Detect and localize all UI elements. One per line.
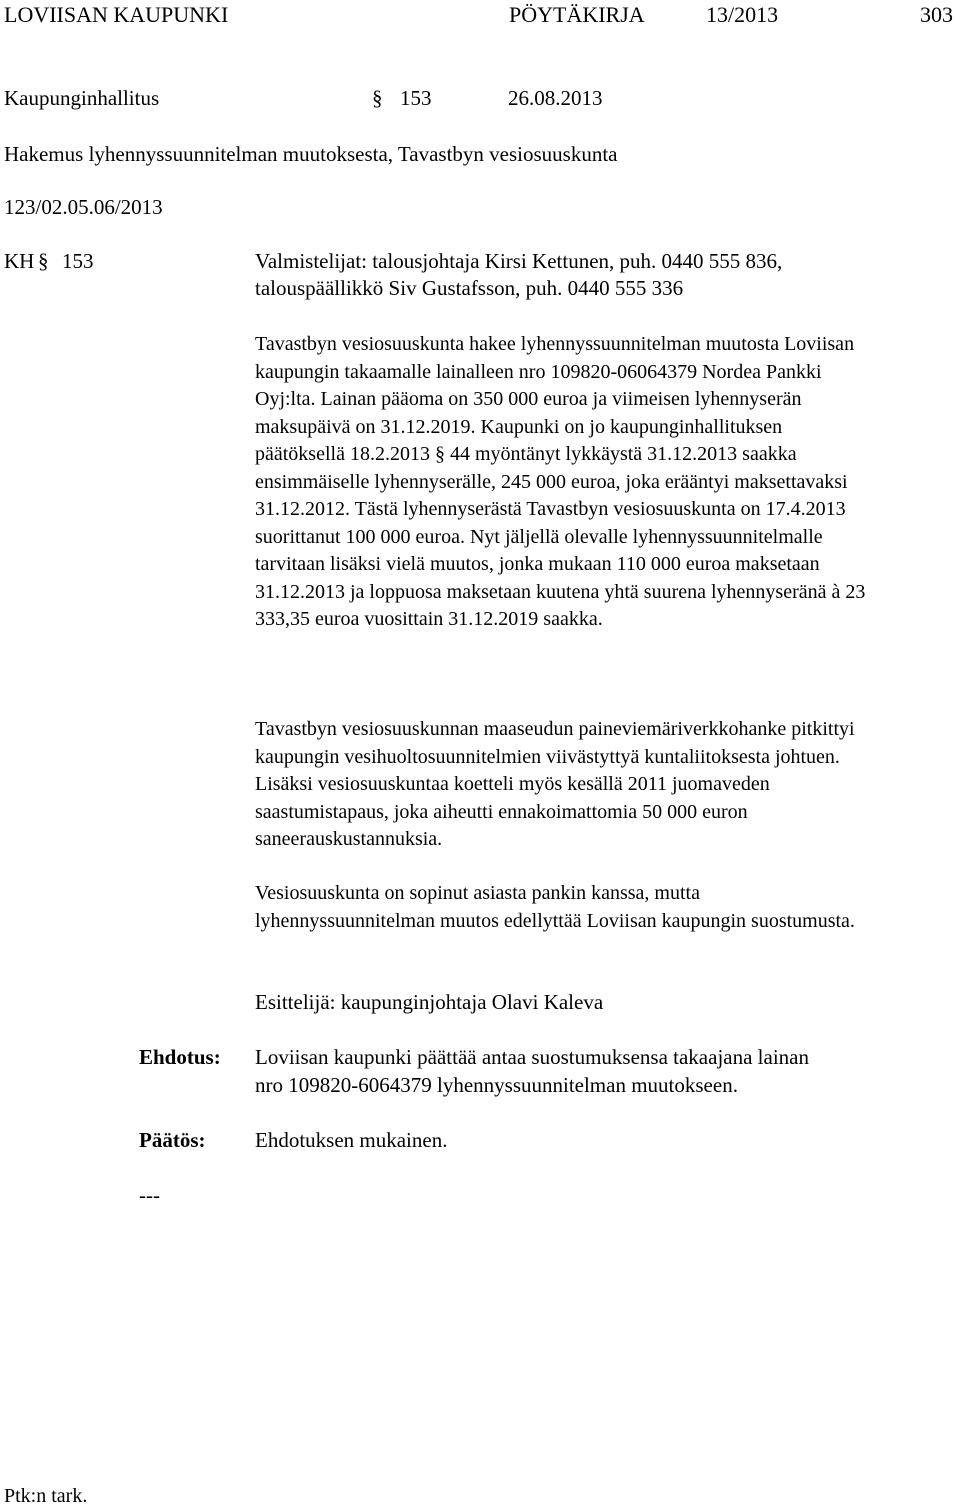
proposal-line-1: Loviisan kaupunki päättää antaa suostumuksensa takaajana lainan	[255, 1045, 809, 1069]
meeting-date: 26.08.2013	[508, 86, 603, 110]
item-section-symbol: §	[38, 249, 49, 273]
section-symbol: §	[372, 86, 383, 110]
document-title: Hakemus lyhennyssuunnitelman muutoksesta, Tavastbyn vesiosuuskunta	[4, 142, 618, 166]
file-reference: 123/02.05.06/2013	[4, 195, 163, 219]
decision-label: Päätös:	[139, 1128, 206, 1152]
separator: ---	[139, 1183, 160, 1207]
preparers-line-1: Valmistelijat: talousjohtaja Kirsi Kettunen, puh. 0440 555 836,	[255, 249, 783, 273]
issue-number: 13/2013	[706, 2, 779, 27]
section-number: 153	[400, 86, 432, 110]
presenter: Esittelijä: kaupunginjohtaja Olavi Kaleva	[255, 990, 604, 1014]
page-number: 303	[920, 2, 953, 27]
proposal-line-2: nro 109820-6064379 lyhennyssuunnitelman muutokseen.	[255, 1073, 738, 1097]
meeting-body: Kaupunginhallitus	[4, 86, 160, 110]
paragraph-consent: Vesiosuuskunta on sopinut asiasta pankin kanssa, mutta lyhennyssuunnitelman muutos edellyttää Loviisan kaupungin suostumusta.	[255, 882, 855, 932]
document-type: PÖYTÄKIRJA	[509, 2, 645, 27]
item-code: KH	[4, 249, 35, 273]
paragraph-loan-change: Tavastbyn vesiosuuskunta hakee lyhennyssuunnitelman muutosta Loviisan kaupungin takaamalle lainalleen nro 109820-06064379 Nordea Pankki Oyj:lta. Lainan pääoma on 350 000 euroa ja viimeisen lyhennyserän maksupäivä on 31.12.2019. Kaupunki on jo kaupunginhallituksen päätöksellä 18.2.2013 § 44 myöntänyt lykkäystä 31.12.2013 saakka ensimmäiselle lyhennyserälle, 245 000 euroa, joka erääntyi maksettavaksi 31.12.2012. Tästä lyhennyserästä Tavastbyn vesiosuuskunta on 17.4.2013 suorittanut 100 000 euroa. Nyt jäljellä olevalle lyhennyssuunnitelmalle tarvitaan lisäksi vielä muutos, jonka mukaan 110 000 euroa maksetaan 31.12.2013 ja loppuosa maksetaan kuutena yhtä suurena lyhennyseränä à 23 333,35 euroa vuosittain 31.12.2019 saakka.	[255, 333, 866, 630]
preparers-line-2: talouspäällikkö Siv Gustafsson, puh. 0440 555 336	[255, 276, 684, 300]
item-number: 153	[62, 249, 94, 273]
decision-text: Ehdotuksen mukainen.	[255, 1128, 448, 1152]
paragraph-background: Tavastbyn vesiosuuskunnan maaseudun paineviemäriverkkohanke pitkittyi kaupungin vesihuoltosuunnitelmien viivästyttyä kuntaliitoksesta johtuen. Lisäksi vesiosuuskuntaa koetteli myös kesällä 2011 juomaveden saastumistapaus, joka aiheutti ennakoimattomia 50 000 euron saneerauskustannuksia.	[255, 718, 855, 850]
organization-name: LOVIISAN KAUPUNKI	[4, 2, 229, 27]
proposal-label: Ehdotus:	[139, 1045, 221, 1069]
footer-checker-note: Ptk:n tark.	[4, 1485, 88, 1507]
